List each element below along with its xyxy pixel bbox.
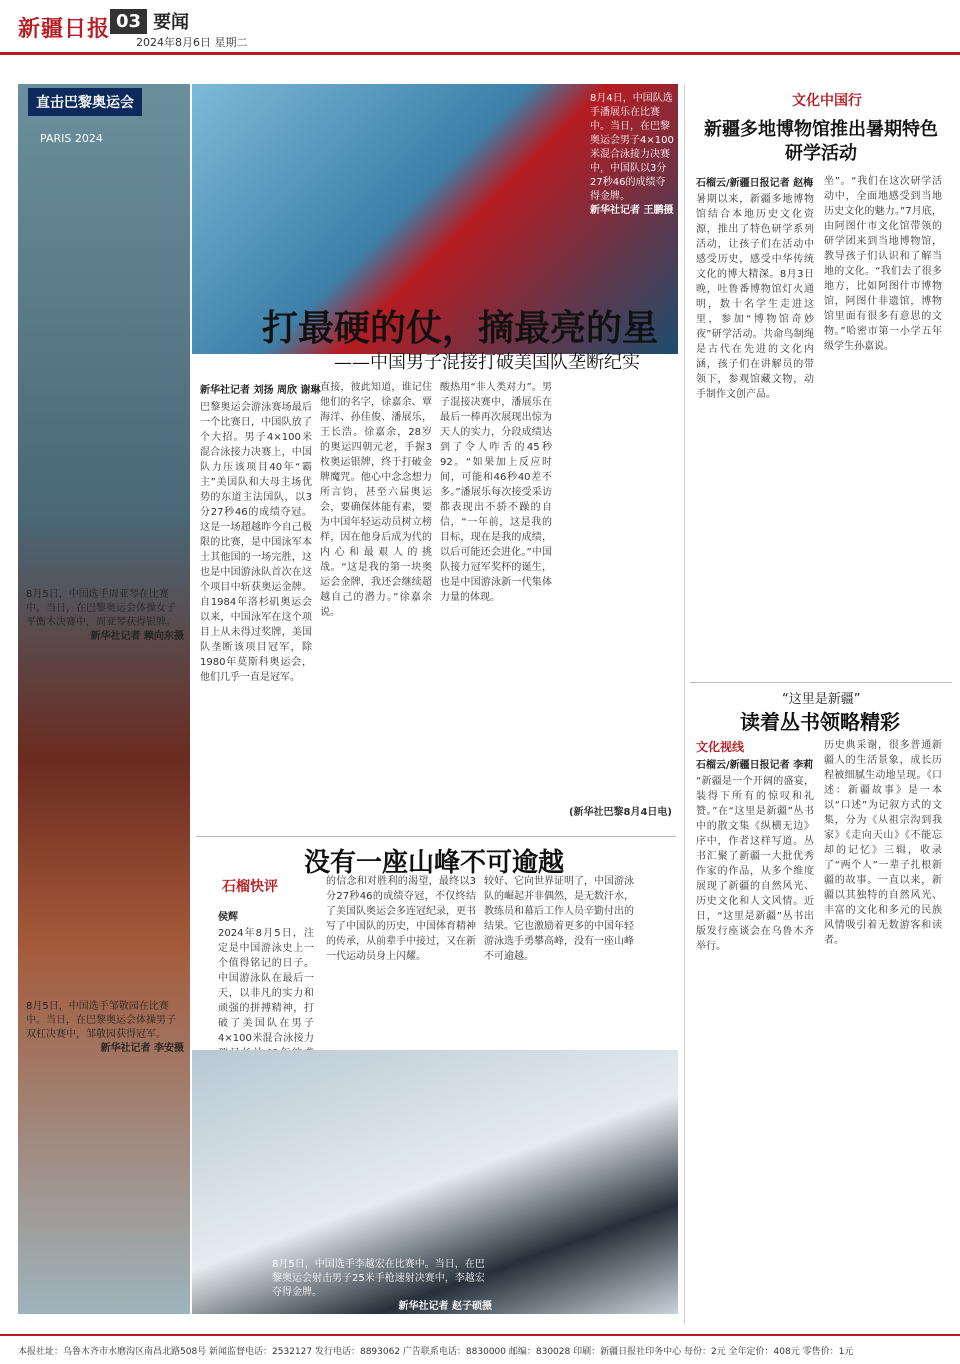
- main-headline: 打最硬的仗，摘最亮的星: [262, 307, 659, 349]
- main-column-4: [560, 380, 672, 820]
- olympics-banner: 直击巴黎奥运会: [28, 88, 142, 116]
- second-headline: 没有一座山峰不可逾越: [304, 848, 565, 878]
- main-column-2: 直接，彼此知道，谁记住他们的名字，徐嘉余、覃海洋、孙佳俊、潘展乐，王长浩。徐嘉余，28岁的奥运四朝元老，手握3枚奥运银牌，终于打破金牌魔咒。他心中念念想力所言钧，甚至六届奥运会，要确保体能有素，要为中国年轻运动员树立榜样，因在他身后成为代的内心和最艰人的挑战。“这是我的第一块奥运会金牌，我还会继续超越自己的潜力。”徐嘉余说。: [320, 382, 432, 618]
- books-column-2: 历史典采谢，很多普通新疆人的生活景象，成长历程被细腻生动地呈现。《口述：新疆故事》是一本以“口述”为记叙方式的文集，分为《从祖宗沟到我家》《走向天山》《不能忘却的记忆》三辑，收录了“两个人”一辈子扎根新疆的故事。一直以来，新疆以其独特的自然风光、丰富的文化和多元的民族风情吸引着无数游客和读者。: [824, 740, 942, 946]
- section-title: 要闻: [153, 12, 190, 33]
- beam-photo-caption: [26, 588, 184, 644]
- books-column-1: “新疆是一个开阔的盛宴，装得下所有的惊叹和礼赞。”在“这里是新疆”丛书中的散文集《纵横无边》序中，作者这样写道。丛书汇聚了新疆一大批优秀作家的作品，从多个维度展现了新疆的自然风光、历史文化和人文风情。近日，“这里是新疆”丛书出版发行座谈会在乌鲁木齐举行。: [696, 776, 814, 952]
- beam-caption-text: 8月5日，中国选手周亚琴在比赛中。当日，在巴黎奥运会体操女子平衡木决赛中，周亚琴获得银牌。: [26, 589, 176, 628]
- page-footer: [0, 1334, 960, 1364]
- beam-credit: 新华社记者 赖向东摄: [90, 631, 184, 642]
- commentary-tag: 石榴快评: [222, 879, 278, 895]
- books-kicker: “这里是新疆”: [782, 692, 861, 707]
- swim-photo-caption: [590, 92, 674, 218]
- shoot-photo-caption: [272, 1258, 492, 1314]
- right-divider: [690, 682, 952, 683]
- second-column-2: 的信念和对胜利的渴望，最终以3分27秒46的成绩夺冠，不仅终结了美国队奥运会多连冠纪录，更书写了中国队的历史，中国体育精神的传承，从前辈手中接过，又在新一代运动员身上闪耀。: [326, 876, 476, 962]
- main-column-3: 酸热用“非人类对力”。男子混接决赛中，潘展乐在最后一棒再次展现出惊为天人的实力，分段成绩达到了令人咋舌的45秒92。“如果加上反应时间，可能和46秒40差不多。”潘展乐每次接受采访都表现出不骄不躁的自信，“一年前，这是我的目标，现在是我的成绩，以后可能还会进化。”中国队接力冠军奖杯的诞生，也是中国游泳新一代集体力量的体现。: [440, 382, 552, 603]
- newspaper-logo: 新疆日报: [18, 16, 111, 42]
- main-byline: 新华社记者 刘扬 周欣 谢琳: [200, 385, 321, 396]
- culture-view-tag: 文化视线: [696, 740, 745, 754]
- second-story-divider: [196, 836, 676, 837]
- museum-headline: [696, 118, 946, 166]
- books-headline: 读着丛书领略精彩: [740, 710, 900, 734]
- second-byline: 侯辉: [218, 912, 238, 923]
- books-byline: 石榴云/新疆日报记者 李莉: [696, 760, 814, 771]
- bars-credit: 新华社记者 李安摄: [100, 1043, 184, 1054]
- swim-caption-text: 8月4日，中国队选手潘展乐在比赛中。当日，在巴黎奥运会男子4×100米混合泳接力决赛中，中国队以3分27秒46的成绩夺得金牌。: [590, 93, 674, 202]
- shoot-caption-text: 8月5日，中国选手李越宏在比赛中。当日，在巴黎奥运会射击男子25米手枪速射决赛中，李越宏夺得金牌。: [272, 1259, 485, 1298]
- shoot-credit: 新华社记者 赵子硕摄: [398, 1301, 492, 1312]
- page-number: 03: [110, 9, 147, 34]
- museum-byline: 石榴云/新疆日报记者 赵梅: [696, 178, 814, 189]
- museum-headline-text: 新疆多地博物馆推出暑期特色研学活动: [704, 119, 938, 164]
- main-column-1: 巴黎奥运会游泳赛场最后一个比赛日，中国队放了个大招。男子4×100米混合泳接力决赛上，中国队力压该项目40年“霸主”美国队和大母主场优势的东道主法国队，以3分27秒46的成绩夺冠。这是一场超越昨今自己极限的比赛，是中国泳军本土其他国的一场完胜，这也是中国游泳队首次在这个项目中斩获奥运金牌。自1984年洛杉矶奥运会以来，中国泳军在这个项目上从未得过奖牌，美国队垄断该项目冠军，除1980年莫斯科奥运会，他们几乎一直是冠军。: [200, 402, 312, 683]
- main-subheadline: ——中国男子混接打破美国队垄断纪实: [334, 352, 640, 373]
- culture-china-tag: 文化中国行: [792, 93, 862, 109]
- page-header: [110, 8, 189, 34]
- issue-date: 2024年8月6日 星期二: [136, 36, 248, 49]
- footer-text: 本报社址：乌鲁木齐市水磨沟区南昌北路508号 新闻监督电话：2532127 发行电话：8893062 广告联系电话：8830000 邮编：830028 印刷：新疆日报社印务中心 每份：2元 全年定价：408元 零售价：1元: [18, 1347, 854, 1357]
- column-separator: [684, 84, 685, 1324]
- bars-photo-caption: [26, 1000, 184, 1056]
- left-photo-column: [18, 84, 190, 1314]
- main-dateline: (新华社巴黎8月4日电): [568, 807, 672, 818]
- paris-2024-logo: PARIS 2024: [40, 132, 103, 145]
- second-column-1: 2024年8月5日，注定是中国游泳史上一个值得铭记的日子。中国游泳队在最后一天，以非凡的实力和顽强的拼搏精神，打破了美国队在男子4×100米混合泳接力: [218, 928, 314, 1044]
- second-column-3: 较好、它向世界证明了，中国游泳队的崛起并非偶然，是无数汗水，教练员和幕后工作人员辛勤付出的结果。它也激励着更多的中国年轻游泳选手勇攀高峰，没有一座山峰不可逾越。: [484, 876, 634, 962]
- swim-credit: 新华社记者 王鹏摄: [590, 205, 674, 216]
- museum-column-1: 暑期以来，新疆多地博物馆结合本地历史文化资源，推出了特色研学系列活动，让孩子们在活动中感受历史，感受中华传统文化的博大精深。8月3日晚，吐鲁番博物馆灯火通明，数十名学生走进这里，参加“博物馆奇妙夜”研学活动。共命鸟制绳是古代在先进的文化内涵，孩子们在讲解员的带领下，参观馆藏文物，动手制作文创产品。: [696, 194, 814, 400]
- bars-caption-text: 8月5日，中国选手邹敬园在比赛中。当日，在巴黎奥运会体操男子双杠决赛中，邹敬园获得冠军。: [26, 1001, 176, 1040]
- museum-column-2: 坐”。“我们在这次研学活动中，全面地感受到当地历史文化的魅力。”7月底，由阿图什市文化馆带领的研学团来到当地博物馆，教导孩子们认识和了解当地的文化。“我们去了很多地方，比如阿图什市博物馆，阿图什非遗馆，博物馆里面有很多有意思的文物。”哈密市第一小学五年级学生孙嘉说。: [824, 176, 942, 352]
